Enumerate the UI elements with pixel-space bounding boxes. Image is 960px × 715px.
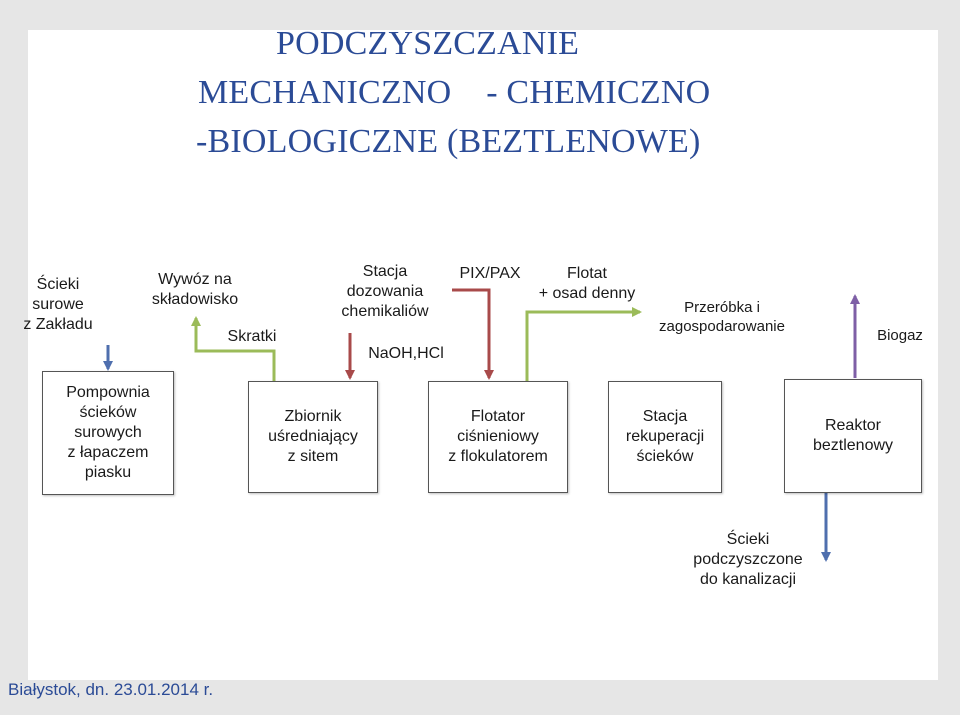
box-pump-station-text: Pompownia ścieków surowych z łapaczem piasku (66, 384, 150, 481)
title-line-1: PODCZYSZCZANIE (276, 25, 580, 62)
box-equalization-tank (248, 381, 378, 493)
label-raw-sewage: Ścieki surowe z Zakładu (23, 276, 93, 333)
title-line-3: -BIOLOGICZNE (BEZTLENOWE) (196, 123, 701, 160)
label-naoh-hcl: NaOH,HCl (368, 345, 444, 362)
label-landfill: Wywóz na składowisko (151, 271, 239, 308)
title-line-2: MECHANICZNO - CHEMICZNO (198, 74, 711, 111)
label-flotate: Flotat + osad denny (538, 265, 636, 302)
label-pix-pax: PIX/PAX (459, 265, 521, 282)
label-dosing-station: Stacja dozowania chemikaliów (341, 263, 429, 320)
box-anaerobic-reactor (784, 379, 922, 493)
label-screenings: Skratki (227, 328, 277, 345)
box-equalization-tank-text: Zbiornik uśredniający z sitem (268, 408, 358, 465)
box-anaerobic-reactor-text: Reaktor beztlenowy (812, 417, 894, 454)
label-biogas: Biogaz (877, 327, 923, 344)
box-flotator (428, 381, 568, 493)
box-pump-station (42, 371, 174, 495)
arrow-flotator-to-processing (527, 312, 640, 381)
arrow-pixpax-to-flotator (452, 290, 489, 378)
box-recovery-station (608, 381, 722, 493)
label-processing: Przeróbka i zagospodarowanie (659, 299, 785, 335)
box-recovery-station-text: Stacja rekuperacji ścieków (625, 408, 705, 465)
box-flotator-text: Flotator ciśnieniowy z flokulatorem (448, 408, 548, 465)
footer-date: Białystok, dn. 23.01.2014 r. (8, 680, 214, 699)
label-treated-sewage: Ścieki podczyszczone do kanalizacji (693, 531, 803, 588)
